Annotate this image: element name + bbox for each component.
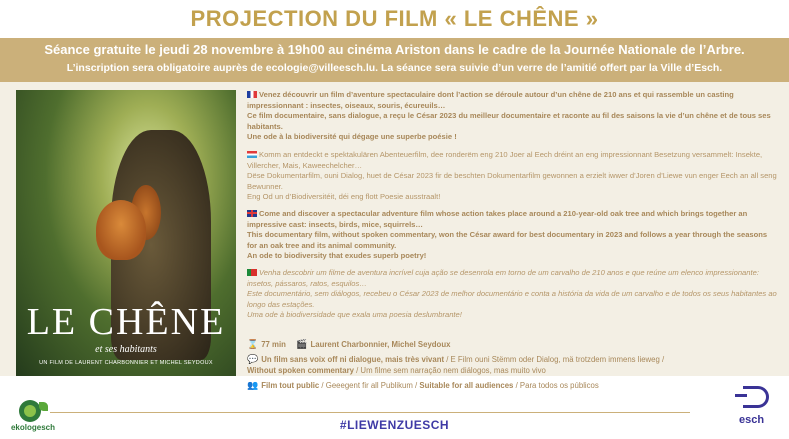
description-pt-p1: [247, 268, 777, 289]
leaf-icon: [39, 402, 48, 411]
film-poster: [16, 90, 236, 376]
poster-subtitle: et ses habitants: [95, 344, 157, 355]
description-en-p1: [247, 209, 777, 230]
dialog-en: Without spoken commentary: [247, 365, 354, 375]
esch-logo-text: esch: [739, 414, 765, 426]
audience-lu: / Geeegent fir all Publikum /: [319, 381, 420, 390]
film-meta-row: [247, 339, 777, 350]
poster-title: LE CHÊNE: [26, 301, 226, 343]
info-banner: [0, 38, 789, 82]
description-fr-text-3: Une ode à la biodiversité qui dégage une superbe poésie !: [247, 132, 457, 141]
audience-fr: Film tout public: [261, 381, 320, 390]
dialog-pt: / Um filme sem narração nem diálogos, mas muito vivo: [353, 365, 546, 375]
uk-flag-icon: [247, 210, 257, 217]
film-dialog-row: [247, 354, 777, 376]
banner-event-details: Séance gratuite le jeudi 28 novembre à 19h00 au cinéma Ariston dans le cadre de la Journée Nationale de l’Arbre.: [44, 42, 745, 57]
description-lu-text-1: Komm an entdeckt e spektakulären Abenteuerfilm, dee ronderëm eng 210 Joer al Eech dréint an eng impressionnant Besetzung versammelt: Insekte, Villercher, Mais, Kaweechelcher…: [247, 150, 763, 170]
squirrel-image: [96, 200, 146, 260]
film-directors: Laurent Charbonnier, Michel Seydoux: [310, 340, 451, 349]
footer-divider: [50, 412, 690, 413]
dialog-fr: Un film sans voix off ni dialogue, mais très vivant: [261, 355, 445, 364]
description-en-text-3: An ode to biodiversity that exudes superb poetry!: [247, 251, 427, 260]
film-audience-row: [247, 380, 777, 391]
description-luxembourgish: [247, 150, 777, 203]
description-fr-text-1: Venez découvrir un film d’aventure spectaculaire dont l’action se déroule autour d’un chêne de 210 ans et qui rassemble un casting impressionnant : insectes, oiseaux, souris, écureuils…: [247, 90, 734, 110]
luxembourg-flag-icon: [247, 151, 257, 158]
description-lu-p1: [247, 150, 777, 171]
esch-logo: [731, 378, 789, 439]
dialog-lu: / E Film ouni Stëmm oder Dialog, mä trotzdem immens lieweg /: [444, 355, 665, 364]
description-pt-text-3: Uma ode à biodiversidade que exala uma poesia deslumbrante!: [247, 310, 462, 319]
description-english: [247, 209, 777, 262]
description-fr-p1: [247, 90, 777, 111]
speech-icon: 💬: [247, 354, 259, 364]
audience-pt: / Para todos os públicos: [513, 381, 599, 390]
description-pt-text-2: Este documentário, sem diálogos, recebeu o César 2023 de melhor documentário e conta a história da vida de um carvalho e de todos os seus habitantes ao longo das estações.: [247, 289, 777, 309]
description-lu-text-2: Dëse Dokumentarfilm, ouni Dialog, huet de César 2023 fir de beschten Dokumentarfilm gewonnen a erzielt iwwer d’Joren d’Liewe vun enger Eech an all seng Bewunner.: [247, 171, 777, 191]
description-fr-text-2: Ce film documentaire, sans dialogue, a reçu le César 2023 du meilleur documentaire et raconte au fil des saisons la vie d’un chêne et de tous ses habitants.: [247, 111, 771, 131]
page-title: PROJECTION DU FILM « LE CHÊNE »: [190, 6, 599, 31]
description-en-text-2: This documentary film, without spoken commentary, won the César award for best documentary in 2023 and follows a year through the seasons for an oak tree and its animal community.: [247, 230, 768, 250]
hourglass-icon: ⌛: [247, 339, 259, 349]
esch-logo-mark: [743, 386, 769, 408]
ekologesch-logo-text: ekologesch: [10, 423, 55, 432]
audience-en: Suitable for all audiences: [419, 381, 514, 390]
banner-registration: L’inscription sera obligatoire auprès de ecologie@villeesch.lu. La séance sera suivie d’un verre de l’amitié offert par la Ville d’Esch.: [66, 62, 723, 74]
description-lu-text-3: Eng Od un d’Biodiversitéit, déi eng flott Poesie ausstraalt!: [247, 192, 441, 201]
description-portuguese: [247, 268, 777, 321]
description-french: [247, 90, 777, 143]
hashtag: #LIEWENZUESCH: [339, 418, 450, 432]
film-duration: 77 min: [261, 340, 286, 349]
description-en-text-1: Come and discover a spectacular adventure film whose action takes place around a 210-year-old oak tree and which brings together an impressive cast: insects, birds, mice, squirrels…: [247, 209, 748, 229]
poster-credit: UN FILM DE LAURENT CHARBONNIER ET MICHEL SEYDOUX: [39, 360, 213, 366]
portugal-flag-icon: [247, 269, 257, 276]
audience-icon: 👥: [247, 380, 259, 390]
description-pt-text-1: Venha descobrir um filme de aventura incrível cuja ação se desenrola em torno de um carvalho de 210 anos e que reúne um elenco impressionante: insetos, pássaros, ratos, esquilos…: [247, 268, 759, 288]
french-flag-icon: [247, 91, 257, 98]
director-icon: 🎬: [296, 339, 308, 349]
